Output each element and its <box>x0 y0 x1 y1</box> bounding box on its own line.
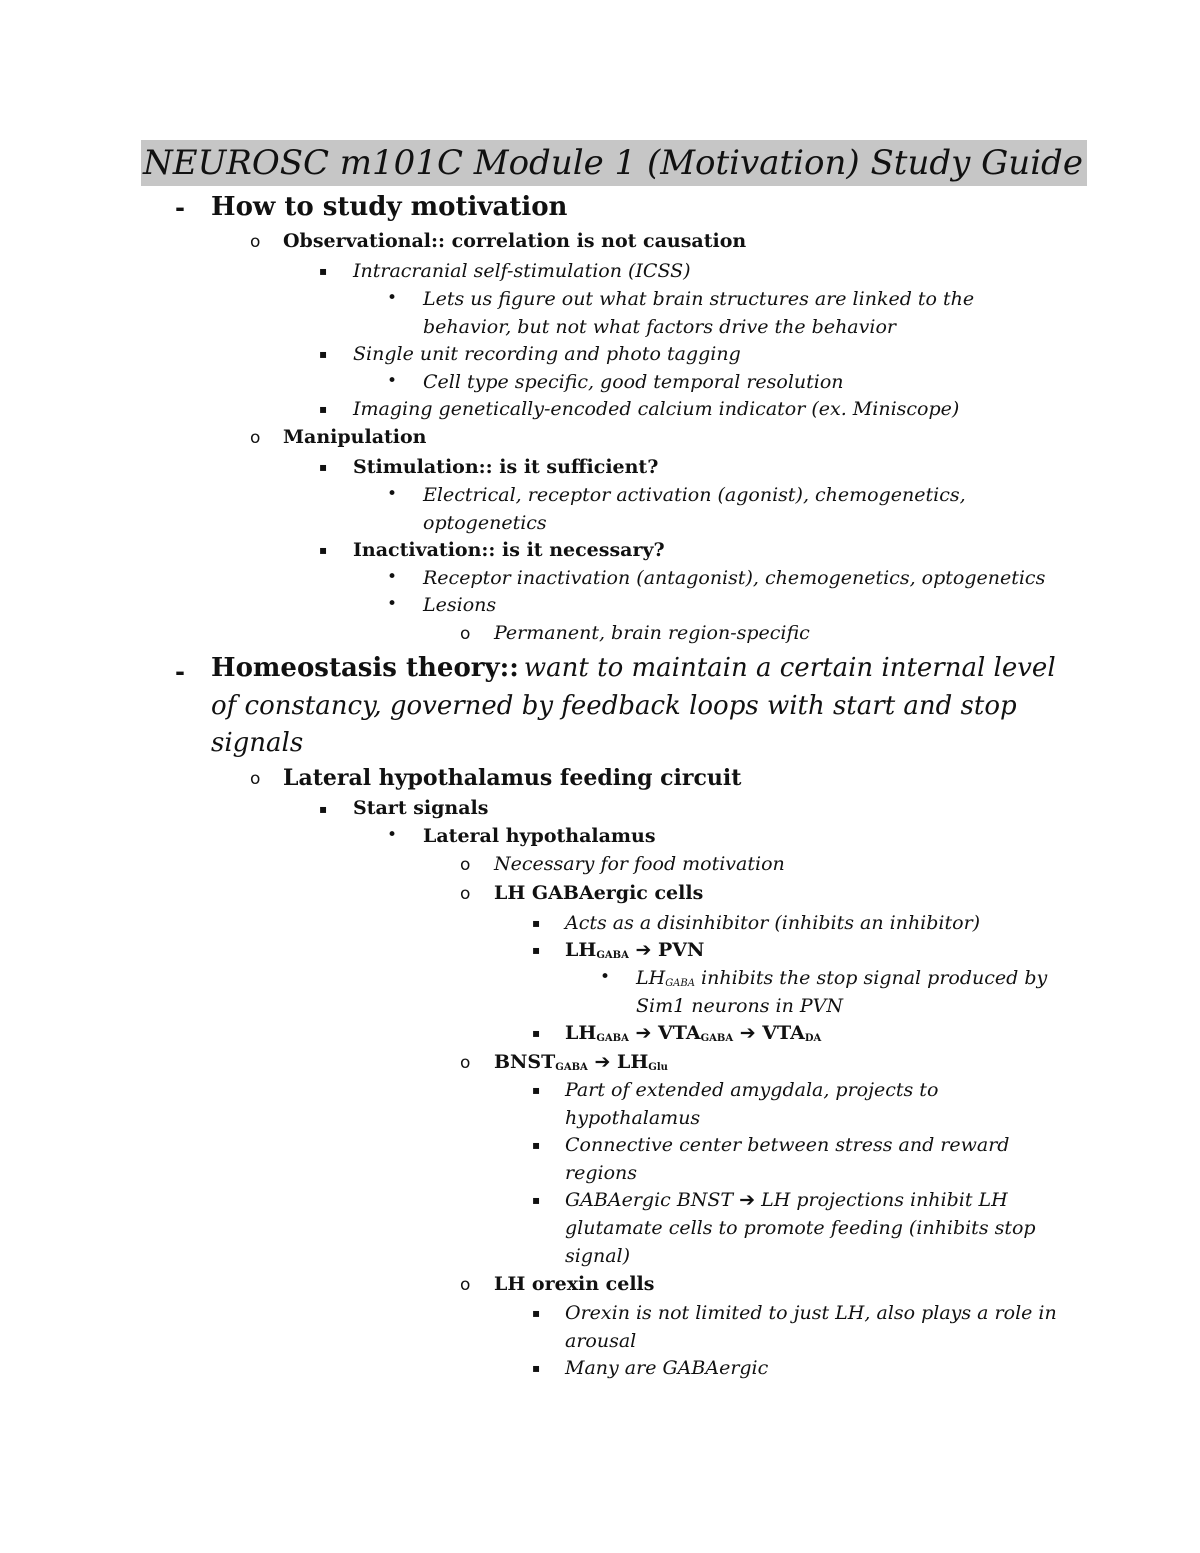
disinhibitor-note: Acts as a disinhibitor (inhibits an inhibitor) <box>565 912 981 934</box>
dash-bullet: - <box>175 658 185 686</box>
bnst-label: BNST <box>494 1051 556 1073</box>
square-bullet: ▪ <box>319 460 328 474</box>
homeostasis-definition-line-1 <box>211 650 1056 687</box>
square-bullet: ▪ <box>319 264 328 278</box>
orexin-note-1-line-1: Orexin is not limited to just LH, also plays a role in <box>565 1302 1057 1324</box>
bnst-note-1-line-1: Part of extended amygdala, projects to <box>565 1079 939 1101</box>
dot-bullet: • <box>387 371 398 391</box>
bnst-note-2-line-1: Connective center between stress and reward <box>565 1134 1010 1156</box>
lh-label: LH <box>616 1051 649 1073</box>
dot-bullet: • <box>387 825 398 845</box>
icss-item: Intracranial self-stimulation (ICSS) <box>353 260 691 282</box>
lh-orexin-item: LH orexin cells <box>494 1273 655 1295</box>
glu-subscript: Glu <box>648 1062 668 1073</box>
circle-bullet: o <box>460 1053 471 1073</box>
orexin-note-1-line-2: arousal <box>565 1330 637 1352</box>
gaba-subscript: GABA <box>700 1033 734 1044</box>
square-bullet: ▪ <box>319 543 328 557</box>
circle-bullet: o <box>250 428 261 448</box>
arrow-icon: ➔ <box>635 1022 652 1044</box>
square-bullet: ▪ <box>319 347 328 361</box>
homeostasis-definition-line-2: of constancy, governed by feedback loops with start and stop <box>211 691 1017 721</box>
square-bullet: ▪ <box>532 1361 541 1375</box>
square-bullet: ▪ <box>532 1083 541 1097</box>
bnst-note-1-line-2: hypothalamus <box>565 1107 701 1129</box>
dot-bullet: • <box>387 594 398 614</box>
lh-circuit-heading: Lateral hypothalamus feeding circuit <box>283 765 742 791</box>
bnst-note-3-post: LH projections inhibit LH <box>761 1189 1008 1211</box>
lateral-hypothalamus-item: Lateral hypothalamus <box>423 825 656 847</box>
square-bullet: ▪ <box>532 916 541 930</box>
circle-bullet: o <box>460 1275 471 1295</box>
inactivation-item: Inactivation:: is it necessary? <box>353 539 665 561</box>
square-bullet: ▪ <box>532 1306 541 1320</box>
dot-bullet: • <box>387 288 398 308</box>
section-heading-study: How to study motivation <box>211 192 568 222</box>
lh-gaba-note-text: inhibits the stop signal produced by <box>701 967 1048 989</box>
bnst-note-3-pre: GABAergic BNST <box>565 1189 734 1211</box>
stimulation-note-line-2: optogenetics <box>423 512 547 534</box>
lh-gaba-to-vta-path <box>565 1020 821 1052</box>
stimulation-item: Stimulation:: is it sufficient? <box>353 456 659 478</box>
square-bullet: ▪ <box>319 402 328 416</box>
da-subscript: DA <box>804 1033 822 1044</box>
circle-bullet: o <box>460 624 471 644</box>
square-bullet: ▪ <box>532 943 541 957</box>
lesions-note: Permanent, brain region-specific <box>494 622 810 644</box>
bnst-note-3-line-1 <box>565 1187 1008 1213</box>
gaba-subscript: GABA <box>596 1033 629 1044</box>
lh-gaba-cells-item: LH GABAergic cells <box>494 882 704 904</box>
vta-label: VTA <box>762 1022 805 1044</box>
square-bullet: ▪ <box>532 1026 541 1040</box>
lh-label: LH <box>636 967 666 989</box>
gaba-subscript: GABA <box>596 950 629 961</box>
homeostasis-heading: Homeostasis theory:: <box>211 653 519 683</box>
lh-label: LH <box>565 1022 597 1044</box>
manipulation-label: Manipulation <box>283 426 427 448</box>
vta-label: VTA <box>658 1022 701 1044</box>
bnst-note-2-line-2: regions <box>565 1162 637 1184</box>
inactivation-note: Receptor inactivation (antagonist), chemogenetics, optogenetics <box>423 567 1046 589</box>
single-unit-note: Cell type specific, good temporal resolution <box>423 371 844 393</box>
page-title: NEUROSC m101C Module 1 (Motivation) Study Guide <box>141 140 1087 186</box>
square-bullet: ▪ <box>532 1193 541 1207</box>
homeostasis-definition-line-3: signals <box>211 728 304 758</box>
necessary-note: Necessary for food motivation <box>494 853 785 875</box>
pvn-label: PVN <box>658 939 705 961</box>
arrow-icon: ➔ <box>594 1051 611 1073</box>
circle-bullet: o <box>460 855 471 875</box>
bnst-note-3-line-3: signal) <box>565 1245 631 1267</box>
square-bullet: ▪ <box>532 1138 541 1152</box>
bnst-note-3-line-2: glutamate cells to promote feeding (inhibits stop <box>565 1217 1036 1239</box>
single-unit-item: Single unit recording and photo tagging <box>353 343 741 365</box>
gaba-subscript: GABA <box>555 1062 588 1073</box>
stimulation-note-line-1: Electrical, receptor activation (agonist), chemogenetics, <box>423 484 966 506</box>
lesions-item: Lesions <box>423 594 497 616</box>
circle-bullet: o <box>250 232 261 252</box>
homeostasis-def-part: want to maintain a certain internal level <box>523 653 1056 683</box>
dot-bullet: • <box>387 567 398 587</box>
square-bullet: ▪ <box>319 802 328 816</box>
lh-gaba-note-line-2: Sim1 neurons in PVN <box>636 995 843 1017</box>
arrow-icon: ➔ <box>739 1022 756 1044</box>
dash-bullet: - <box>175 194 185 222</box>
circle-bullet: o <box>460 884 471 904</box>
start-signals-item: Start signals <box>353 797 489 819</box>
observational-label: Observational:: correlation is not causation <box>283 230 747 252</box>
dot-bullet: • <box>600 967 611 987</box>
lh-label: LH <box>565 939 597 961</box>
circle-bullet: o <box>250 769 261 789</box>
icss-note-line-2: behavior, but not what factors drive the behavior <box>423 316 896 338</box>
gaba-subscript: GABA <box>665 978 695 989</box>
imaging-item: Imaging genetically-encoded calcium indicator (ex. Miniscope) <box>353 398 960 420</box>
arrow-icon: ➔ <box>739 1189 756 1211</box>
arrow-icon: ➔ <box>635 939 652 961</box>
dot-bullet: • <box>387 484 398 504</box>
icss-note-line-1: Lets us figure out what brain structures are linked to the <box>423 288 975 310</box>
orexin-note-2: Many are GABAergic <box>565 1357 769 1379</box>
